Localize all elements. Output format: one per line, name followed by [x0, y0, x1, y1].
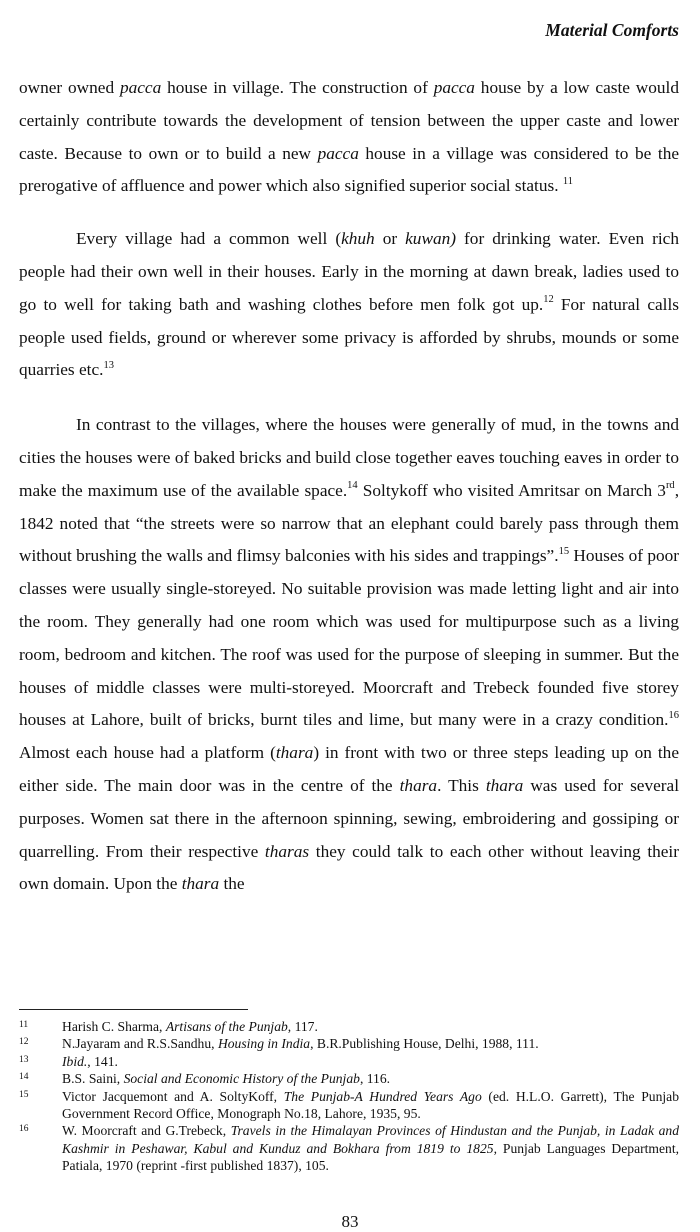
footnote-ref: 11 [562, 175, 573, 187]
footnote-text [62, 1035, 679, 1052]
footnote-text [62, 1053, 679, 1070]
paragraph-gap [19, 203, 679, 223]
text-run: house by a low caste would certainly contribute towards the development of tension between the upper caste and lower caste. Because to own or to build a new [19, 78, 679, 163]
text-run: , Punjab Languages Department, Patiala, 1970 (reprint -first published 1837), 105. [62, 1140, 679, 1174]
paragraph [19, 409, 679, 901]
text-run: , 116. [359, 1071, 391, 1087]
footnote [19, 1018, 679, 1035]
footnote [19, 1088, 679, 1123]
text-run: Almost each house had a platform ( [19, 743, 276, 763]
text-run: . This [437, 775, 486, 795]
text-run: they could talk to each other without leaving their own domain. Upon the [19, 841, 679, 894]
running-head: Material Comforts [545, 20, 679, 40]
text-run: Houses of poor classes were usually single-storeyed. No suitable provision was made letting light and air into the room. They generally had one room which was used for multipurpose such as a living room, bedroom and kitchen. The roof was used for the purpose of sleeping in summer. But the houses of middle classes were multi-storeyed. Moorcraft and Trebeck founded five storey houses at Lahore, built of bricks, burnt tiles and lime, but many were in a crazy condition. [19, 546, 679, 730]
footnote-ref: 13 [103, 359, 114, 371]
text-run: for drinking water. Even rich people had their own well in their houses. Early in the morning at dawn break, ladies used to go to well for taking bath and washing clothes before men folk got up. [19, 229, 679, 314]
footnote-text [62, 1018, 679, 1035]
italic-term: pacca [317, 143, 359, 163]
italic-term: Social and Economic History of the Punjab [123, 1071, 360, 1087]
italic-term: pacca [433, 78, 475, 97]
italic-term: thara [181, 874, 220, 894]
italic-term: thara [485, 775, 524, 795]
footnote-text [62, 1122, 679, 1174]
text-run: Harish C. Sharma, [62, 1019, 166, 1034]
text-run: , 1842 noted that “the streets were so narrow that an elephant could barely pass through them without brushing the walls and flimsy balconies with his sides and trappings”. [19, 480, 680, 566]
footnote-text [62, 1070, 679, 1087]
footnote-ref: 12 [543, 294, 554, 306]
footnote-ref: 15 [558, 545, 570, 557]
text-run: Soltykoff who visited Amritsar on March 3 [357, 480, 666, 500]
italic-term: Housing in India [217, 1036, 311, 1052]
italic-term: Travels in the Himalayan Provinces of Hindustan and the Punjab, in Ladak and Kashmir in Peshawar, Kabul and Kunduz and Bokhara from 1819 to 1825 [62, 1123, 679, 1156]
italic-term: Artisans of the Punjab [165, 1019, 288, 1034]
body-text [19, 72, 679, 901]
text-run: In contrast to the villages, where the houses were generally of mud, in the towns and cities the houses were of baked bricks and build close together eaves touching eaves in order to make the maximum use of the available space. [19, 415, 679, 500]
italic-term: pacca [119, 78, 162, 97]
text-run: Victor Jacquemont and A. SoltyKoff, [62, 1088, 284, 1104]
text-run: Every village had a common well ( [76, 229, 342, 249]
text-run: , 117. [287, 1019, 318, 1034]
footnote-text [62, 1088, 679, 1123]
italic-term: thara [275, 743, 314, 763]
footnote-number: 14 [19, 1072, 29, 1083]
footnote-ref: rd [665, 480, 675, 491]
footnote-number: 12 [19, 1037, 29, 1048]
text-run: house in a village was considered to be the prerogative of affluence and power which also signified superior social status. [19, 143, 680, 196]
footnote-separator [19, 1009, 248, 1010]
text-run: the [219, 874, 245, 894]
paragraph [19, 72, 679, 203]
footnote [19, 1035, 679, 1052]
italic-term: tharas [264, 841, 310, 861]
footnote-number: 15 [19, 1089, 29, 1100]
text-run: house in village. The construction of [161, 78, 434, 97]
footnote-number: 16 [19, 1124, 29, 1135]
text-run: or [374, 229, 406, 249]
footnote-number: 11 [19, 1020, 29, 1030]
italic-term: thara [399, 775, 438, 795]
text-run: N.Jayaram and R.S.Sandhu, [62, 1036, 218, 1052]
italic-term: kuwan) [405, 229, 457, 249]
italic-term: khuh [341, 229, 375, 249]
paragraph [19, 223, 679, 387]
footnotes [19, 1018, 679, 1175]
footnote [19, 1122, 679, 1174]
paragraph-gap [19, 387, 679, 409]
text-run: , 141. [87, 1053, 118, 1069]
italic-term: The Punjab-A Hundred Years Ago [283, 1088, 482, 1104]
text-run: For natural calls people used fields, ground or wherever some privacy is afforded by shrubs, mounds or some quarries etc. [19, 294, 679, 380]
italic-term: Ibid. [62, 1053, 88, 1069]
text-run: W. Moorcraft and G.Trebeck, [62, 1123, 231, 1139]
text-run: (ed. H.L.O. Garrett), The Punjab Government Record Office, Monograph No.18, Lahore, 1935, 95. [62, 1088, 679, 1122]
text-run: B.S. Saini, [62, 1071, 124, 1087]
footnote-ref: 16 [668, 709, 679, 721]
footnote [19, 1053, 679, 1070]
footnote-number: 13 [19, 1054, 29, 1065]
text-run: ) in front with two or three steps leading up on the either side. The main door was in the centre of the [19, 743, 679, 795]
footnote [19, 1070, 679, 1087]
footnote-ref: 14 [347, 480, 358, 491]
page-number: 83 [341, 1212, 359, 1231]
text-run: was used for several purposes. Women sat there in the afternoon spinning, sewing, embroidering and gossiping or quarrelling. From their respective [19, 775, 679, 861]
text-run: , B.R.Publishing House, Delhi, 1988, 111. [310, 1036, 539, 1052]
text-run: owner owned [19, 78, 120, 97]
